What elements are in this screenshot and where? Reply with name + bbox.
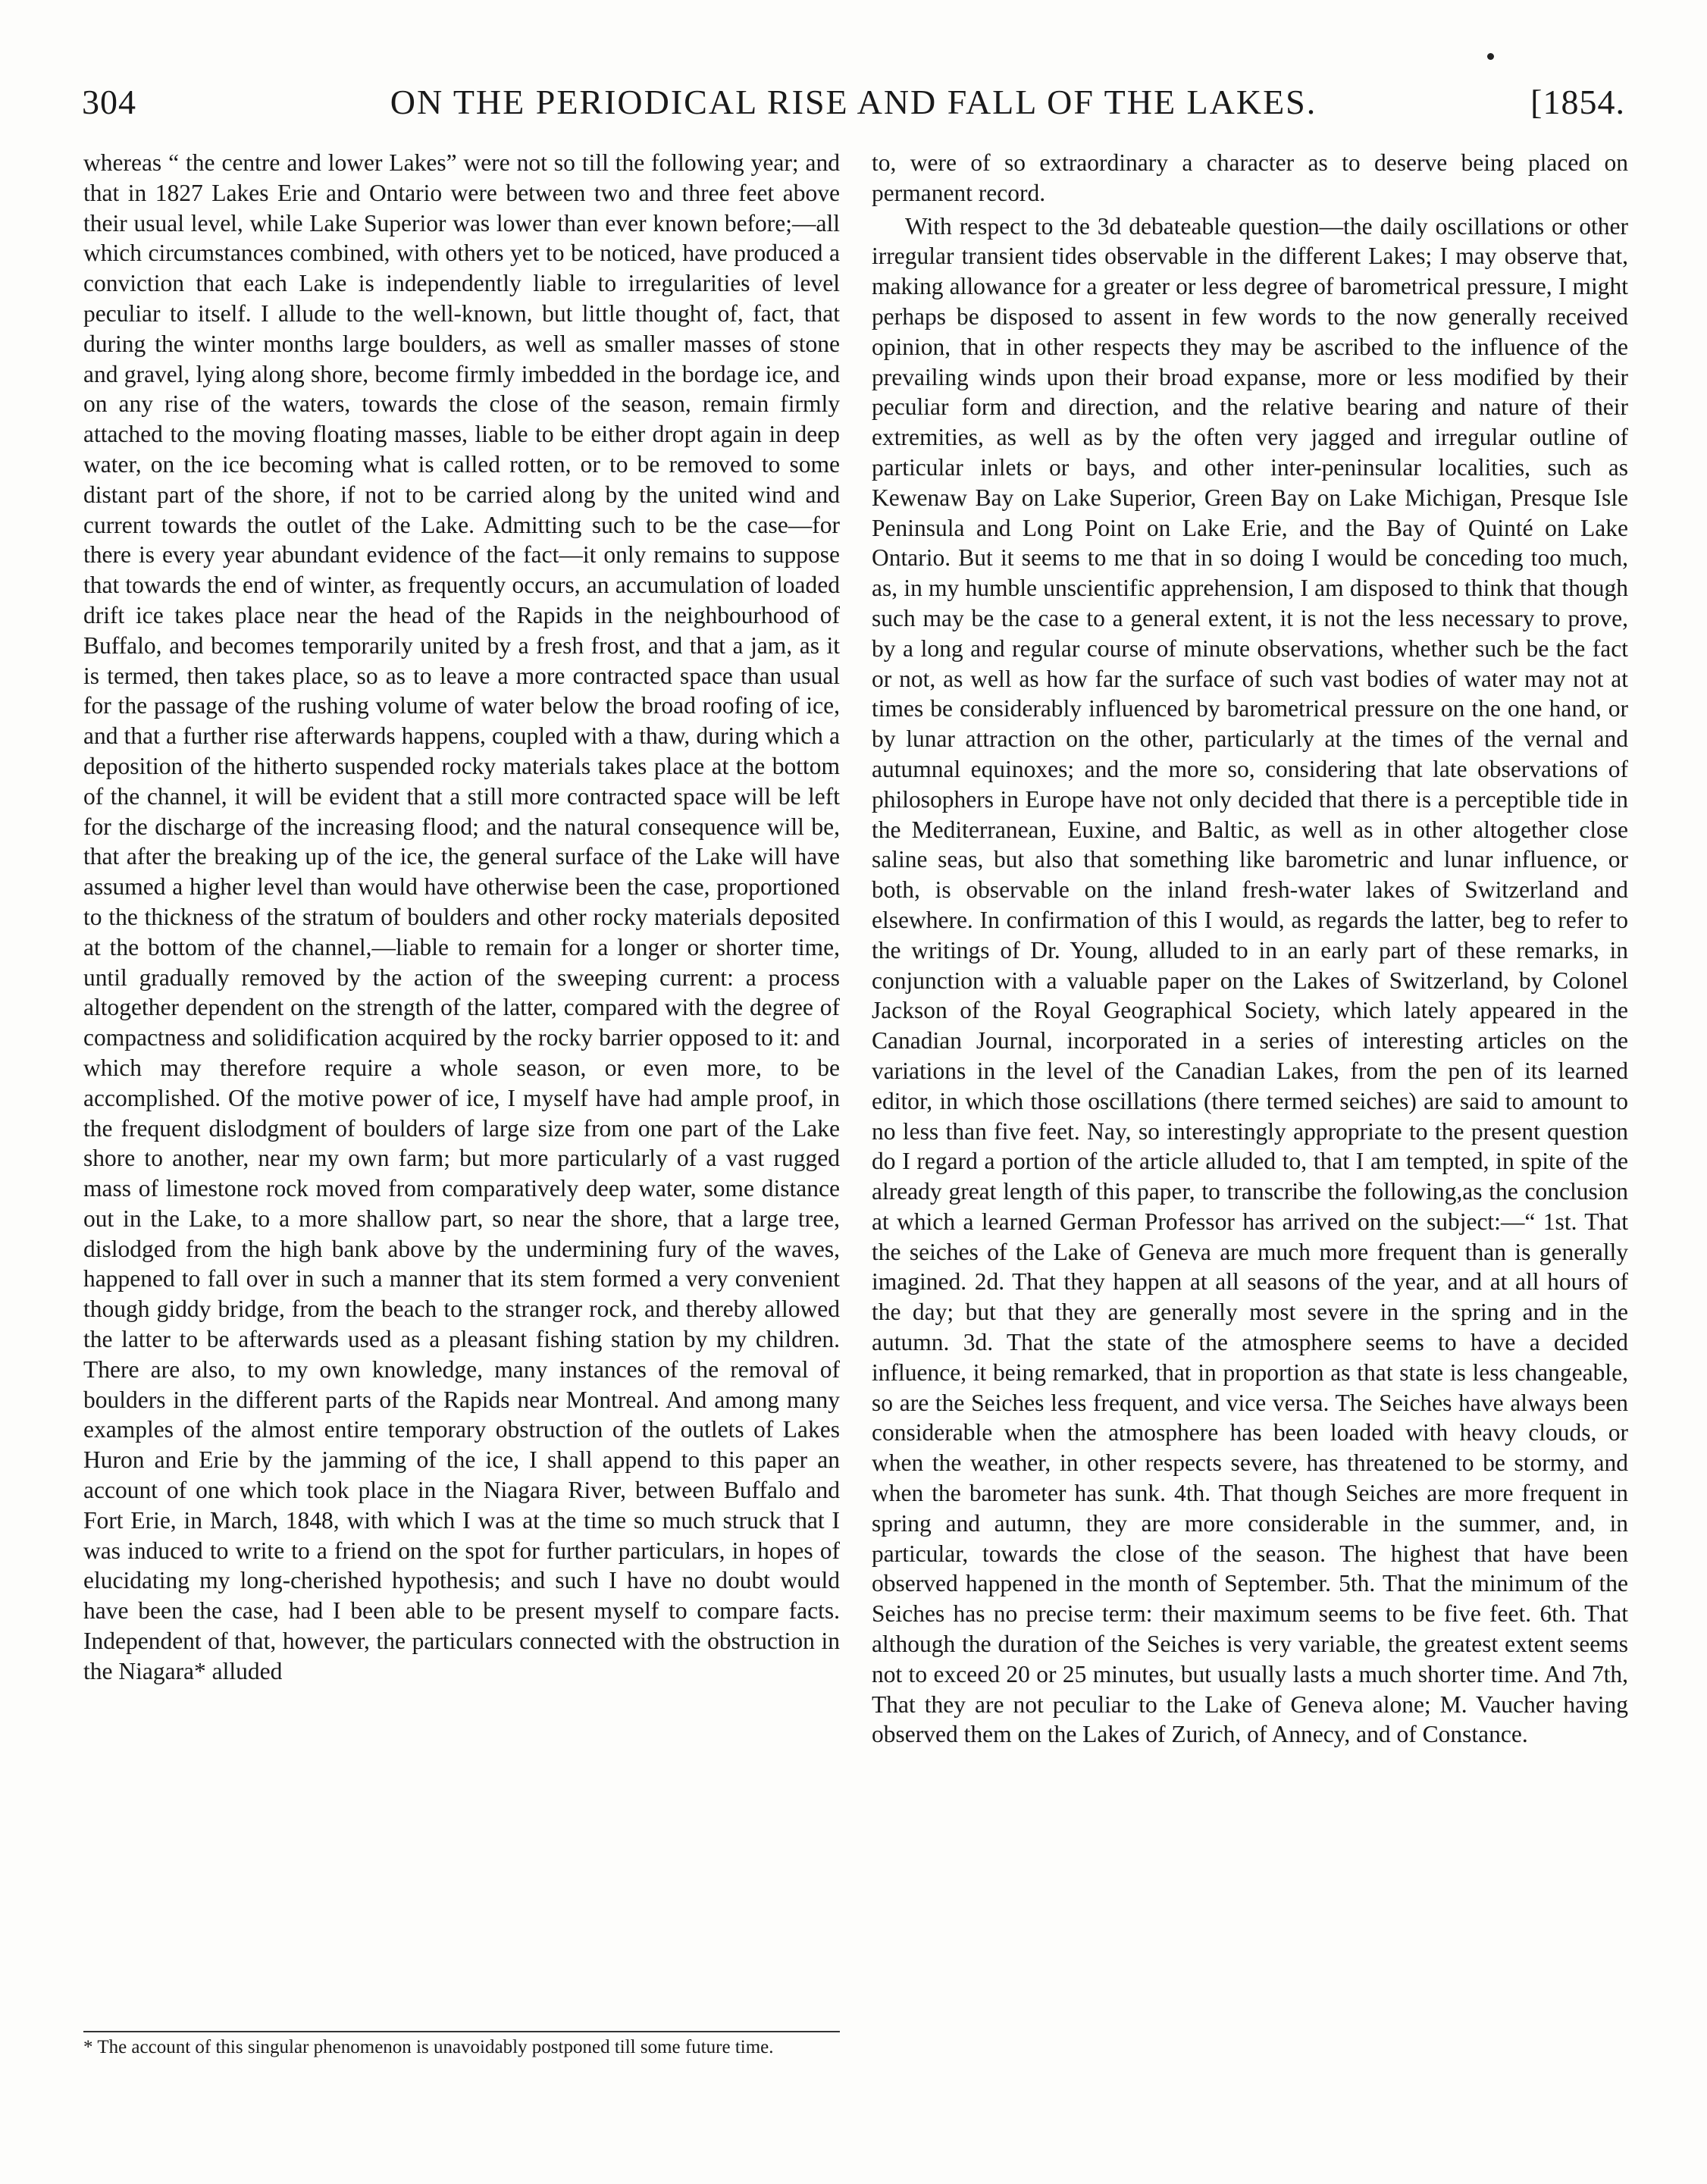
running-header	[82, 82, 1625, 127]
right-paragraph-continuation: to, were of so extraordinary a character as to deserve being placed on permanent record.	[872, 149, 1628, 206]
page-number: 304	[82, 83, 136, 121]
running-year: [1854.	[1530, 83, 1625, 121]
right-paragraph-seiches: With respect to the 3d debateable question—the daily oscillations or other irregular transient tides observable in the different Lakes; I may observe that, making allowance for a greater or less degree of barometrical pressure, I might perhaps be disposed to assent in few words to the now generally received opinion, that in other respects they may be ascribed to the influence of the prevailing winds upon their broad expanse, more or less modified by their peculiar form and direction, and the relative bearing and nature of their extremities, as well as by the often very jagged and irregular outline of particular inlets or bays, and other inter-peninsular localities, such as Kewenaw Bay on Lake Superior, Green Bay on Lake Michigan, Presque Isle Peninsula and Long Point on Lake Erie, and the Bay of Quinté on Lake Ontario. But it seems to me that in so doing I would be conceding too much, as, in my humble unscientific apprehension, I am disposed to think that though such may be the case to a general extent, it is not the less necessary to prove, by a long and regular course of minute observations, whether such be the fact or not, as well as how far the surface of such vast bodies of water may not at times be considerably influenced by barometrical pressure on the one hand, or by lunar attraction on the other, particularly at the times of the vernal and autumnal equinoxes; and the more so, considering that late observations of philosophers in Europe have not only decided that there is a perceptible tide in the Mediterranean, Euxine, and Baltic, as well as in other altogether close saline seas, but also that something like barometric and lunar influence, or both, is observable on the inland fresh-water lakes of Switzerland and elsewhere. In confirmation of this I would, as regards the latter, beg to refer to the writings of Dr. Young, alluded to in an early part of these remarks, in conjunction with a valuable paper on the Lakes of Switzerland, by Colonel Jackson of the Royal Geographical Society, which lately appeared in the Canadian Journal, incorporated in a series of interesting articles on the variations in the level of the Canadian Lakes, from the pen of its learned editor, in which those oscillations (there termed seiches) are said to amount to no less than five feet. Nay, so interestingly appropriate to the present question do I regard a portion of the article alluded to, that I am tempted, in spite of the already great length of this paper, to transcribe the following,as the conclusion at which a learned German Professor has arrived on the subject:—“ 1st. That the seiches of the Lake of Geneva are much more frequent than is generally imagined. 2d. That they happen at all seasons of the year, and at all hours of the day; but that they are generally most severe in the spring and in the autumn. 3d. That the state of the atmosphere seems to have a decided influence, it being remarked, that in proportion as that state is less changeable, so are the Seiches less frequent, and vice versa. The Seiches have always been considerable when the atmosphere has been loaded with heavy clouds, or when the weather, in other respects severe, has threatened to be stormy, and when the barometer has sunk. 4th. That though Seiches are more frequent in spring and autumn, they are more considerable in the summer, and, in particular, towards the close of the season. The highest that have been observed happened in the month of September. 5th. That the minimum of the Seiches has no precise term: their maximum seems to be five feet. 6th. That although the duration of the Seiches is very variable, the greatest extent seems not to exceed 20 or 25 minutes, but usually lasts a much shorter time. And 7th, That they are not peculiar to the Lake of Geneva alone; M. Vaucher having observed them on the Lakes of Zurich, of Annecy, and of Constance.	[872, 212, 1628, 1748]
footnote-marker: *	[83, 2037, 93, 2057]
ink-speck	[1487, 53, 1494, 60]
left-paragraph: whereas “ the centre and lower Lakes” were not so till the following year; and that in 1827 Lakes Erie and Ontario were between two and three feet above their usual level, while Lake Superior was lower than ever known before;—all which circumstances combined, with others yet to be noticed, have produced a conviction that each Lake is independently liable to irregularities of level peculiar to itself. I allude to the well-known, but little thought of, fact, that during the winter months large boulders, as well as smaller masses of stone and gravel, lying along shore, become firmly imbedded in the bordage ice, and on any rise of the waters, towards the close of the season, remain firmly attached to the moving floating masses, liable to be either dropt again in deep water, on the ice becoming what is called rotten, or to be removed to some distant part of the shore, if not to be carried along by the united wind and current towards the outlet of the Lake. Admitting such to be the case—for there is every year abundant evidence of the fact—it only remains to suppose that towards the end of winter, as frequently occurs, an accumulation of loaded drift ice takes place near the head of the Rapids in the neighbourhood of Buffalo, and becomes temporarily united by a fresh frost, and that a jam, as it is termed, then takes place, so as to leave a more contracted space than usual for the passage of the rushing volume of water below the broad roofing of ice, and that a further rise afterwards happens, coupled with a thaw, during which a deposition of the hitherto suspended rocky materials takes place at the bottom of the channel, it will be evident that a still more contracted space will be left for the discharge of the increasing flood; and the natural consequence will be, that after the breaking up of the ice, the general surface of the Lake will have assumed a higher level than would have otherwise been the case, proportioned to the thickness of the stratum of boulders and other rocky materials deposited at the bottom of the channel,—liable to remain for a longer or shorter time, until gradually removed by the action of the sweeping current: a process altogether dependent on the strength of the latter, compared with the degree of compactness and solidification acquired by the rocky barrier opposed to it: and which may therefore require a whole season, or even more, to be accomplished. Of the motive power of ice, I myself have had ample proof, in the frequent dislodgment of boulders of large size from one part of the Lake shore to another, near my own farm; but more particularly of a vast rugged mass of limestone rock moved from comparatively deep water, some distance out in the Lake, to a more shallow part, so near the shore, that a large tree, dislodged from the high bank above by the undermining fury of the waves, happened to fall over in such a manner that its stem formed a very convenient though giddy bridge, from the beach to the stranger rock, and thereby allowed the latter to be afterwards used as a pleasant fishing station by my children. There are also, to my own knowledge, many instances of the removal of boulders in the different parts of the Rapids near Montreal. And among many examples of the almost entire temporary obstruction of the outlets of Lakes Huron and Erie by the jamming of the ice, I shall append to this paper an account of one which took place in the Niagara River, between Buffalo and Fort Erie, in March, 1848, with which I was at the time so much struck that I was induced to write to a friend on the spot for further particulars, in hopes of elucidating my long-cherished hypothesis; and such I have no doubt would have been the case, had I been able to be present myself to compare facts. Independent of that, however, the particulars connected with the obstruction in the Niagara* alluded	[83, 149, 840, 1684]
right-column	[872, 148, 1628, 1750]
running-title: ON THE PERIODICAL RISE AND FALL OF THE LAKES.	[390, 83, 1317, 121]
left-column	[83, 148, 840, 1687]
footnote-rule	[83, 2031, 840, 2032]
footnote-text: The account of this singular phenomenon is unavoidably postponed till some future time.	[97, 2037, 774, 2057]
footnote	[83, 2035, 840, 2059]
